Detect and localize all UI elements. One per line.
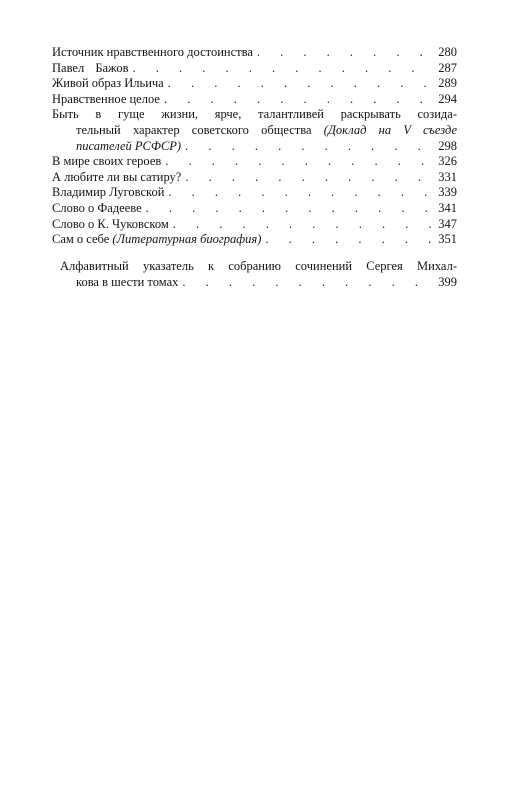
toc-entry-page: 298 — [438, 138, 457, 153]
toc-entry-page: 326 — [438, 154, 457, 169]
toc-entry-subtitle: (Литературная биография) — [112, 232, 262, 247]
toc-entry-subtitle: писателей РСФСР) — [76, 138, 182, 153]
toc-entry — [52, 185, 457, 201]
table-of-contents — [52, 45, 457, 248]
dot-leader — [265, 232, 433, 248]
toc-entry-index — [60, 259, 457, 290]
toc-entry-title-line: Алфавитный указатель к собранию сочинений Сергея Михал- — [60, 259, 457, 273]
dot-leader — [168, 76, 433, 92]
toc-entry-title: Слово о К. Чуковском — [52, 216, 169, 231]
toc-entry-page: 287 — [438, 60, 457, 75]
toc-entry — [52, 45, 457, 61]
toc-entry-title: Источник нравственного достоинства — [52, 45, 253, 59]
toc-entry-title: Владимир Луговской — [52, 185, 165, 200]
toc-entry-page: 399 — [438, 274, 457, 289]
toc-entry-title — [52, 232, 261, 248]
dot-leader — [146, 201, 433, 217]
toc-entry-page: 294 — [438, 91, 457, 106]
toc-entry — [52, 76, 457, 92]
toc-entry-title-part: тельный характер советского общества — [76, 122, 312, 137]
toc-entry-title: Слово о Фадееве — [52, 200, 142, 215]
toc-entry-page: 280 — [438, 45, 457, 59]
toc-entry-title: Нравственное целое — [52, 91, 160, 106]
toc-entry — [52, 217, 457, 233]
dot-leader — [133, 61, 433, 77]
dot-leader — [257, 45, 433, 61]
toc-entry-title-part: Сам о себе — [52, 232, 110, 247]
toc-entry-title-part: кова в шести томах — [76, 274, 179, 289]
toc-entry-subtitle: (Доклад на V съезде — [323, 122, 458, 137]
toc-entry-title-line — [52, 123, 457, 139]
toc-entry-long — [52, 107, 457, 154]
dot-leader — [164, 92, 433, 108]
toc-entry — [52, 61, 457, 77]
toc-entry-page: 289 — [438, 76, 457, 91]
toc-entry-title: А любите ли вы сатиру? — [52, 169, 182, 184]
toc-entry-title: Живой образ Ильича — [52, 76, 164, 91]
toc-entry-page: 347 — [438, 216, 457, 231]
toc-entry-last-line — [60, 275, 457, 291]
toc-entry — [52, 232, 457, 248]
toc-entry — [52, 201, 457, 217]
dot-leader — [185, 139, 434, 155]
toc-entry — [52, 154, 457, 170]
toc-entry-title: В мире своих героев — [52, 154, 162, 169]
toc-entry-title: Павел Бажов — [52, 60, 129, 75]
toc-entry-page: 341 — [438, 200, 457, 215]
dot-leader — [173, 217, 433, 233]
toc-entry-page: 331 — [438, 169, 457, 184]
dot-leader — [165, 154, 433, 170]
toc-entry-page: 351 — [438, 232, 457, 247]
toc-entry — [52, 170, 457, 186]
dot-leader — [168, 185, 433, 201]
toc-entry-last-line — [52, 139, 457, 155]
toc-entry — [52, 92, 457, 108]
toc-entry-page: 339 — [438, 185, 457, 200]
dot-leader — [182, 275, 433, 291]
dot-leader — [185, 170, 433, 186]
toc-entry-title-line: Быть в гуще жизни, ярче, талантливей раскрывать созида- — [52, 107, 457, 122]
